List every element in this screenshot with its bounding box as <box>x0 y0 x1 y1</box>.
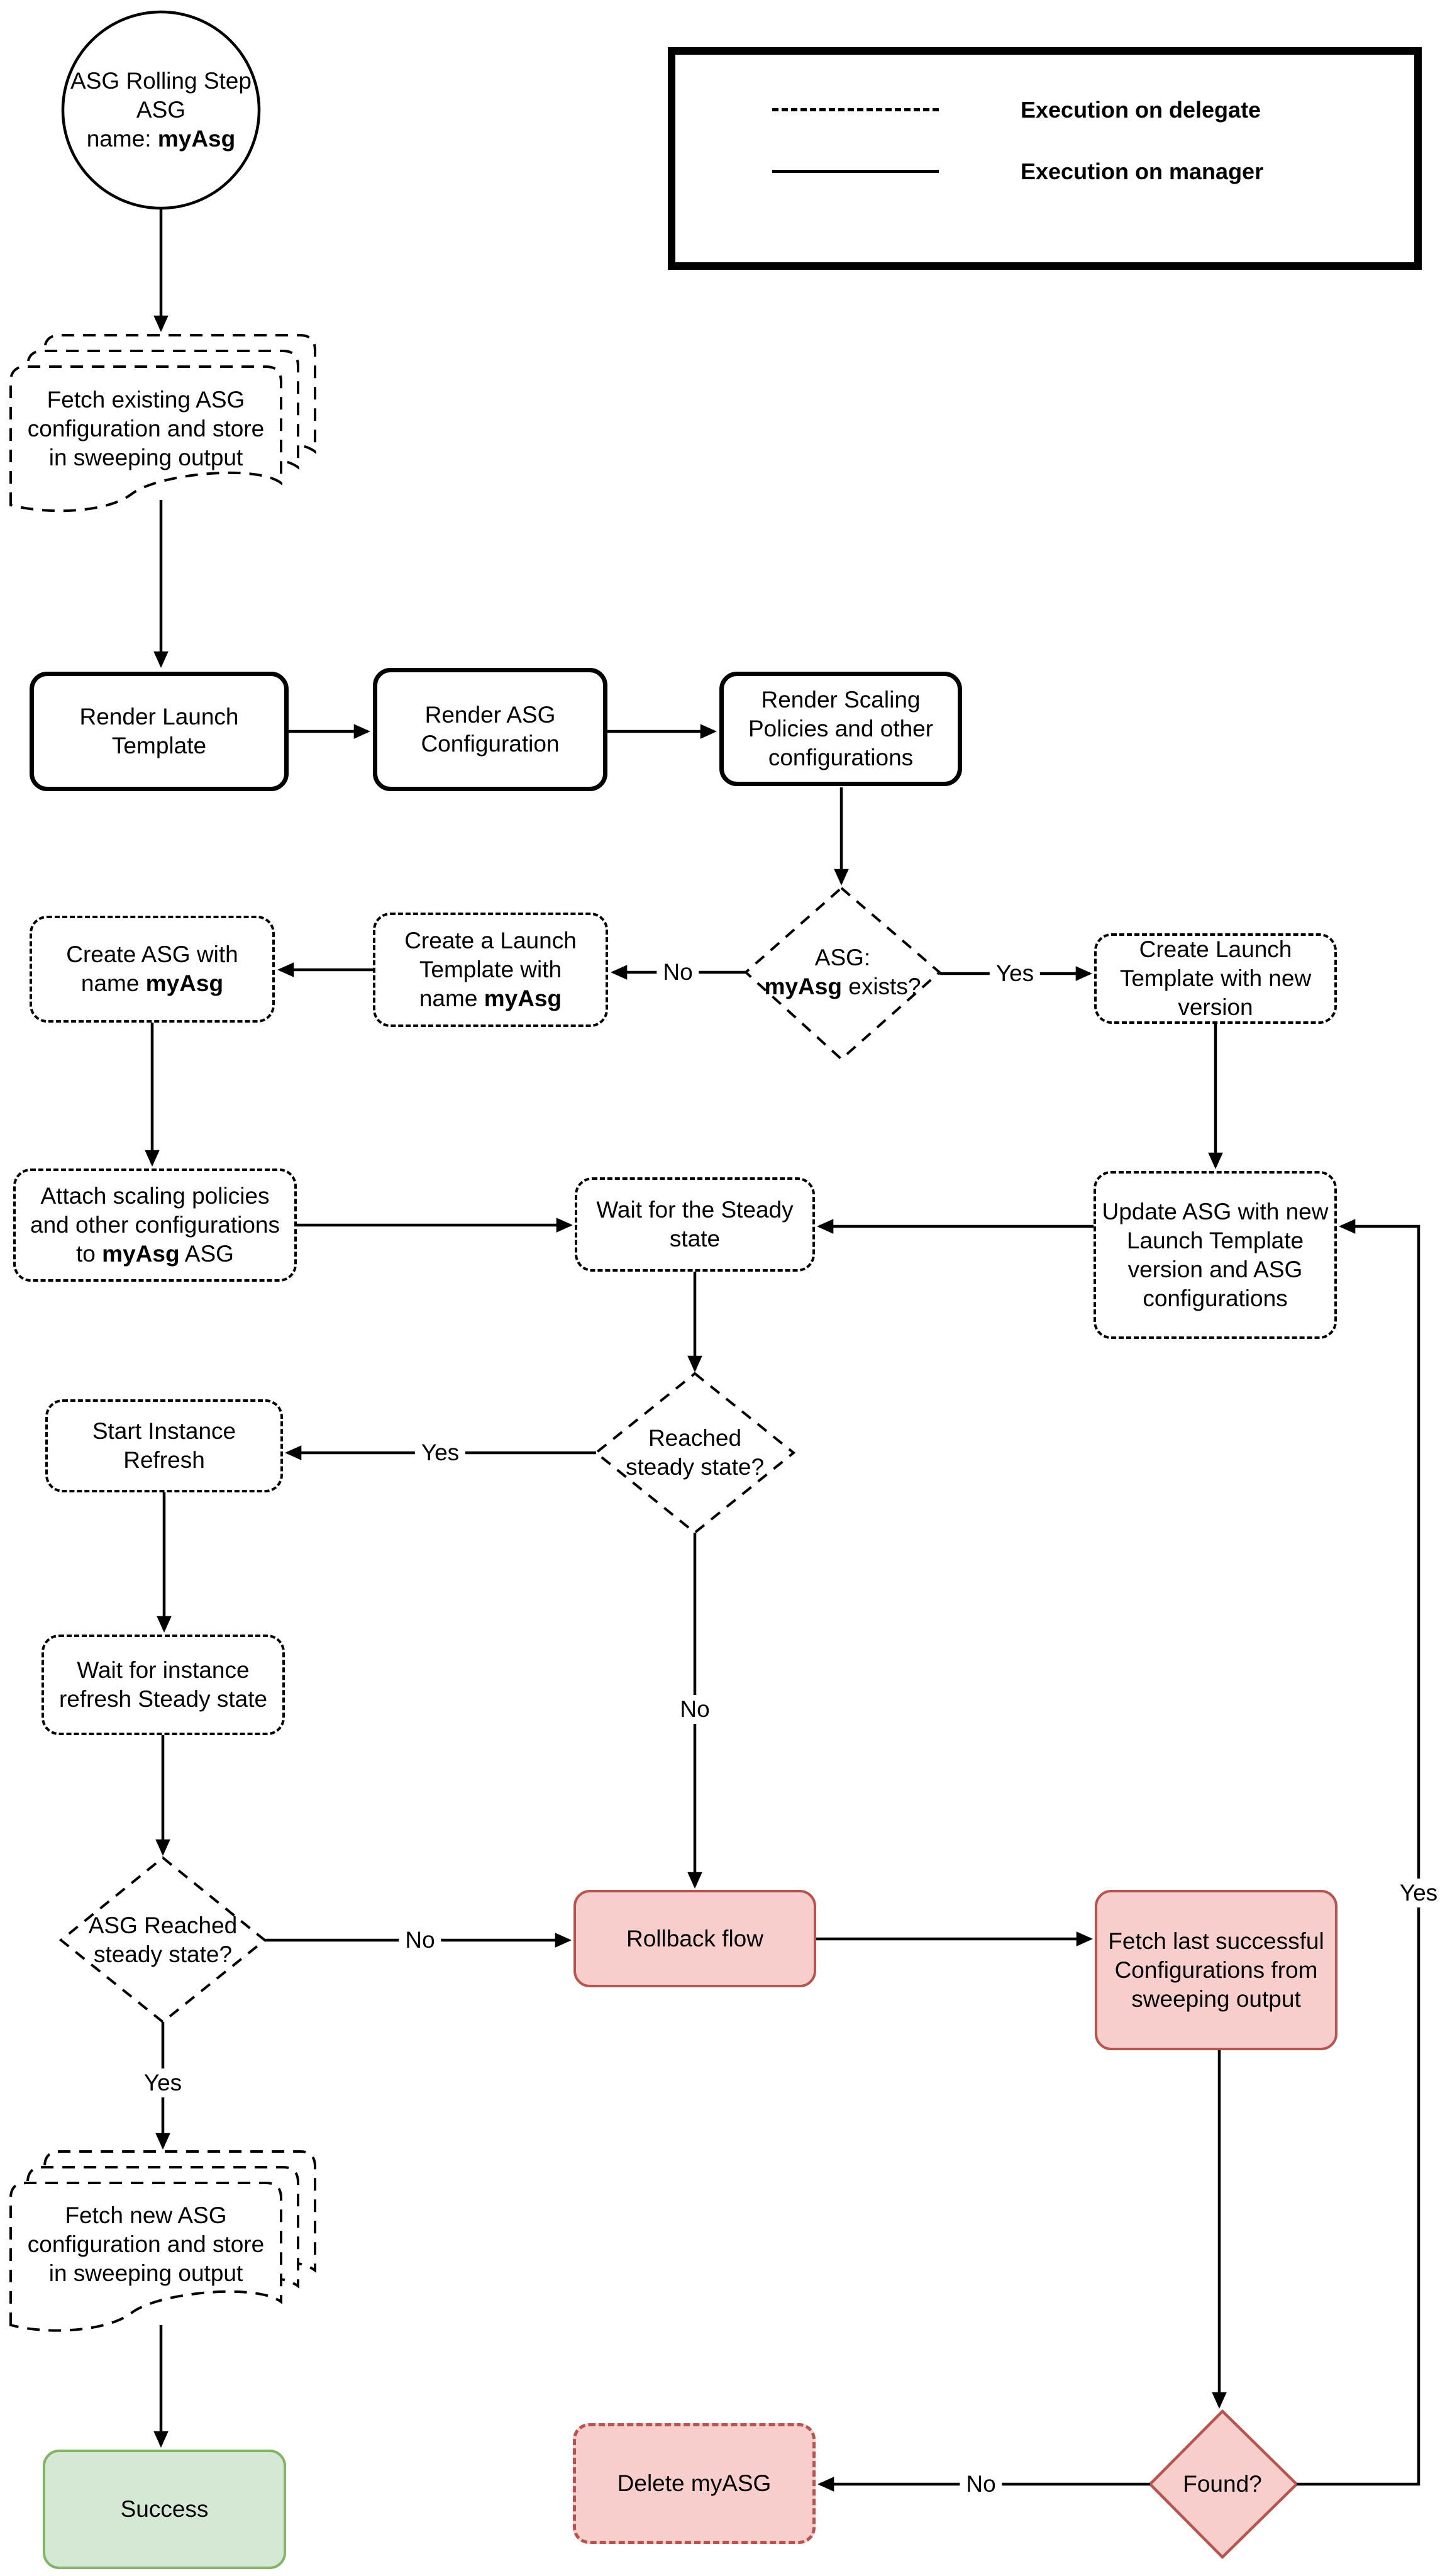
legend-box <box>668 47 1422 270</box>
start-node <box>64 66 258 154</box>
label-found-no: No <box>960 2470 1002 2499</box>
render-asg-configuration-node: Render ASG Configuration <box>373 668 607 791</box>
found-decision-node: Found? <box>1183 2471 1262 2497</box>
fetch-existing-node: Fetch existing ASG configuration and store in sweeping output <box>27 387 265 470</box>
create-launch-template-name-node: Create a Launch Template with name myAsg <box>373 913 608 1027</box>
start-instance-refresh-node: Start Instance Refresh <box>45 1399 283 1492</box>
start-line1: ASG Rolling Step <box>70 68 252 94</box>
delete-myasg-node: Delete myASG <box>573 2423 816 2544</box>
create-launch-template-new-version-node: Create Launch Template with new version <box>1094 933 1337 1024</box>
wait-steady-state-node: Wait for the Steady state <box>575 1177 815 1272</box>
label-reached-yes: Yes <box>415 1438 465 1467</box>
render-scaling-policies-node: Render Scaling Policies and other configurations <box>719 672 962 786</box>
success-node: Success <box>43 2450 286 2569</box>
legend-delegate-label: Execution on delegate <box>1021 97 1261 123</box>
label-asg-reached-no: No <box>399 1926 441 1955</box>
rollback-flow-node: Rollback flow <box>573 1890 816 1987</box>
start-line3: name: myAsg <box>86 126 236 152</box>
label-exists-yes: Yes <box>990 959 1040 988</box>
label-asg-reached-yes: Yes <box>138 2068 188 2097</box>
fetch-new-node: Fetch new ASG configuration and store in sweeping output <box>27 2202 265 2286</box>
create-asg-node: Create ASG with name myAsg <box>30 916 275 1023</box>
wait-instance-refresh-node: Wait for instance refresh Steady state <box>42 1635 285 1735</box>
legend-dashed-line-sample <box>772 108 939 111</box>
legend-manager-label: Execution on manager <box>1021 158 1264 184</box>
asg-reached-decision-node: ASG Reached steady state? <box>88 1913 238 1967</box>
attach-scaling-policies-node: Attach scaling policies and other configurations to myAsg ASG <box>13 1169 297 1282</box>
asg-exists-decision-node: ASG: myAsg exists? <box>764 945 921 999</box>
update-asg-node: Update ASG with new Launch Template version and ASG configurations <box>1094 1171 1337 1339</box>
render-launch-template-node: Render Launch Template <box>30 672 289 791</box>
legend-solid-line-sample <box>772 170 939 173</box>
label-found-yes: Yes <box>1393 1879 1440 1907</box>
start-line2: ASG <box>136 97 186 123</box>
label-reached-no: No <box>673 1695 716 1724</box>
reached-steady-decision-node: Reached steady state? <box>625 1425 765 1480</box>
label-exists-no: No <box>656 958 699 987</box>
fetch-last-configurations-node: Fetch last successful Configurations from sweeping output <box>1095 1890 1338 2050</box>
edge-found-yes <box>1297 1226 1419 2484</box>
